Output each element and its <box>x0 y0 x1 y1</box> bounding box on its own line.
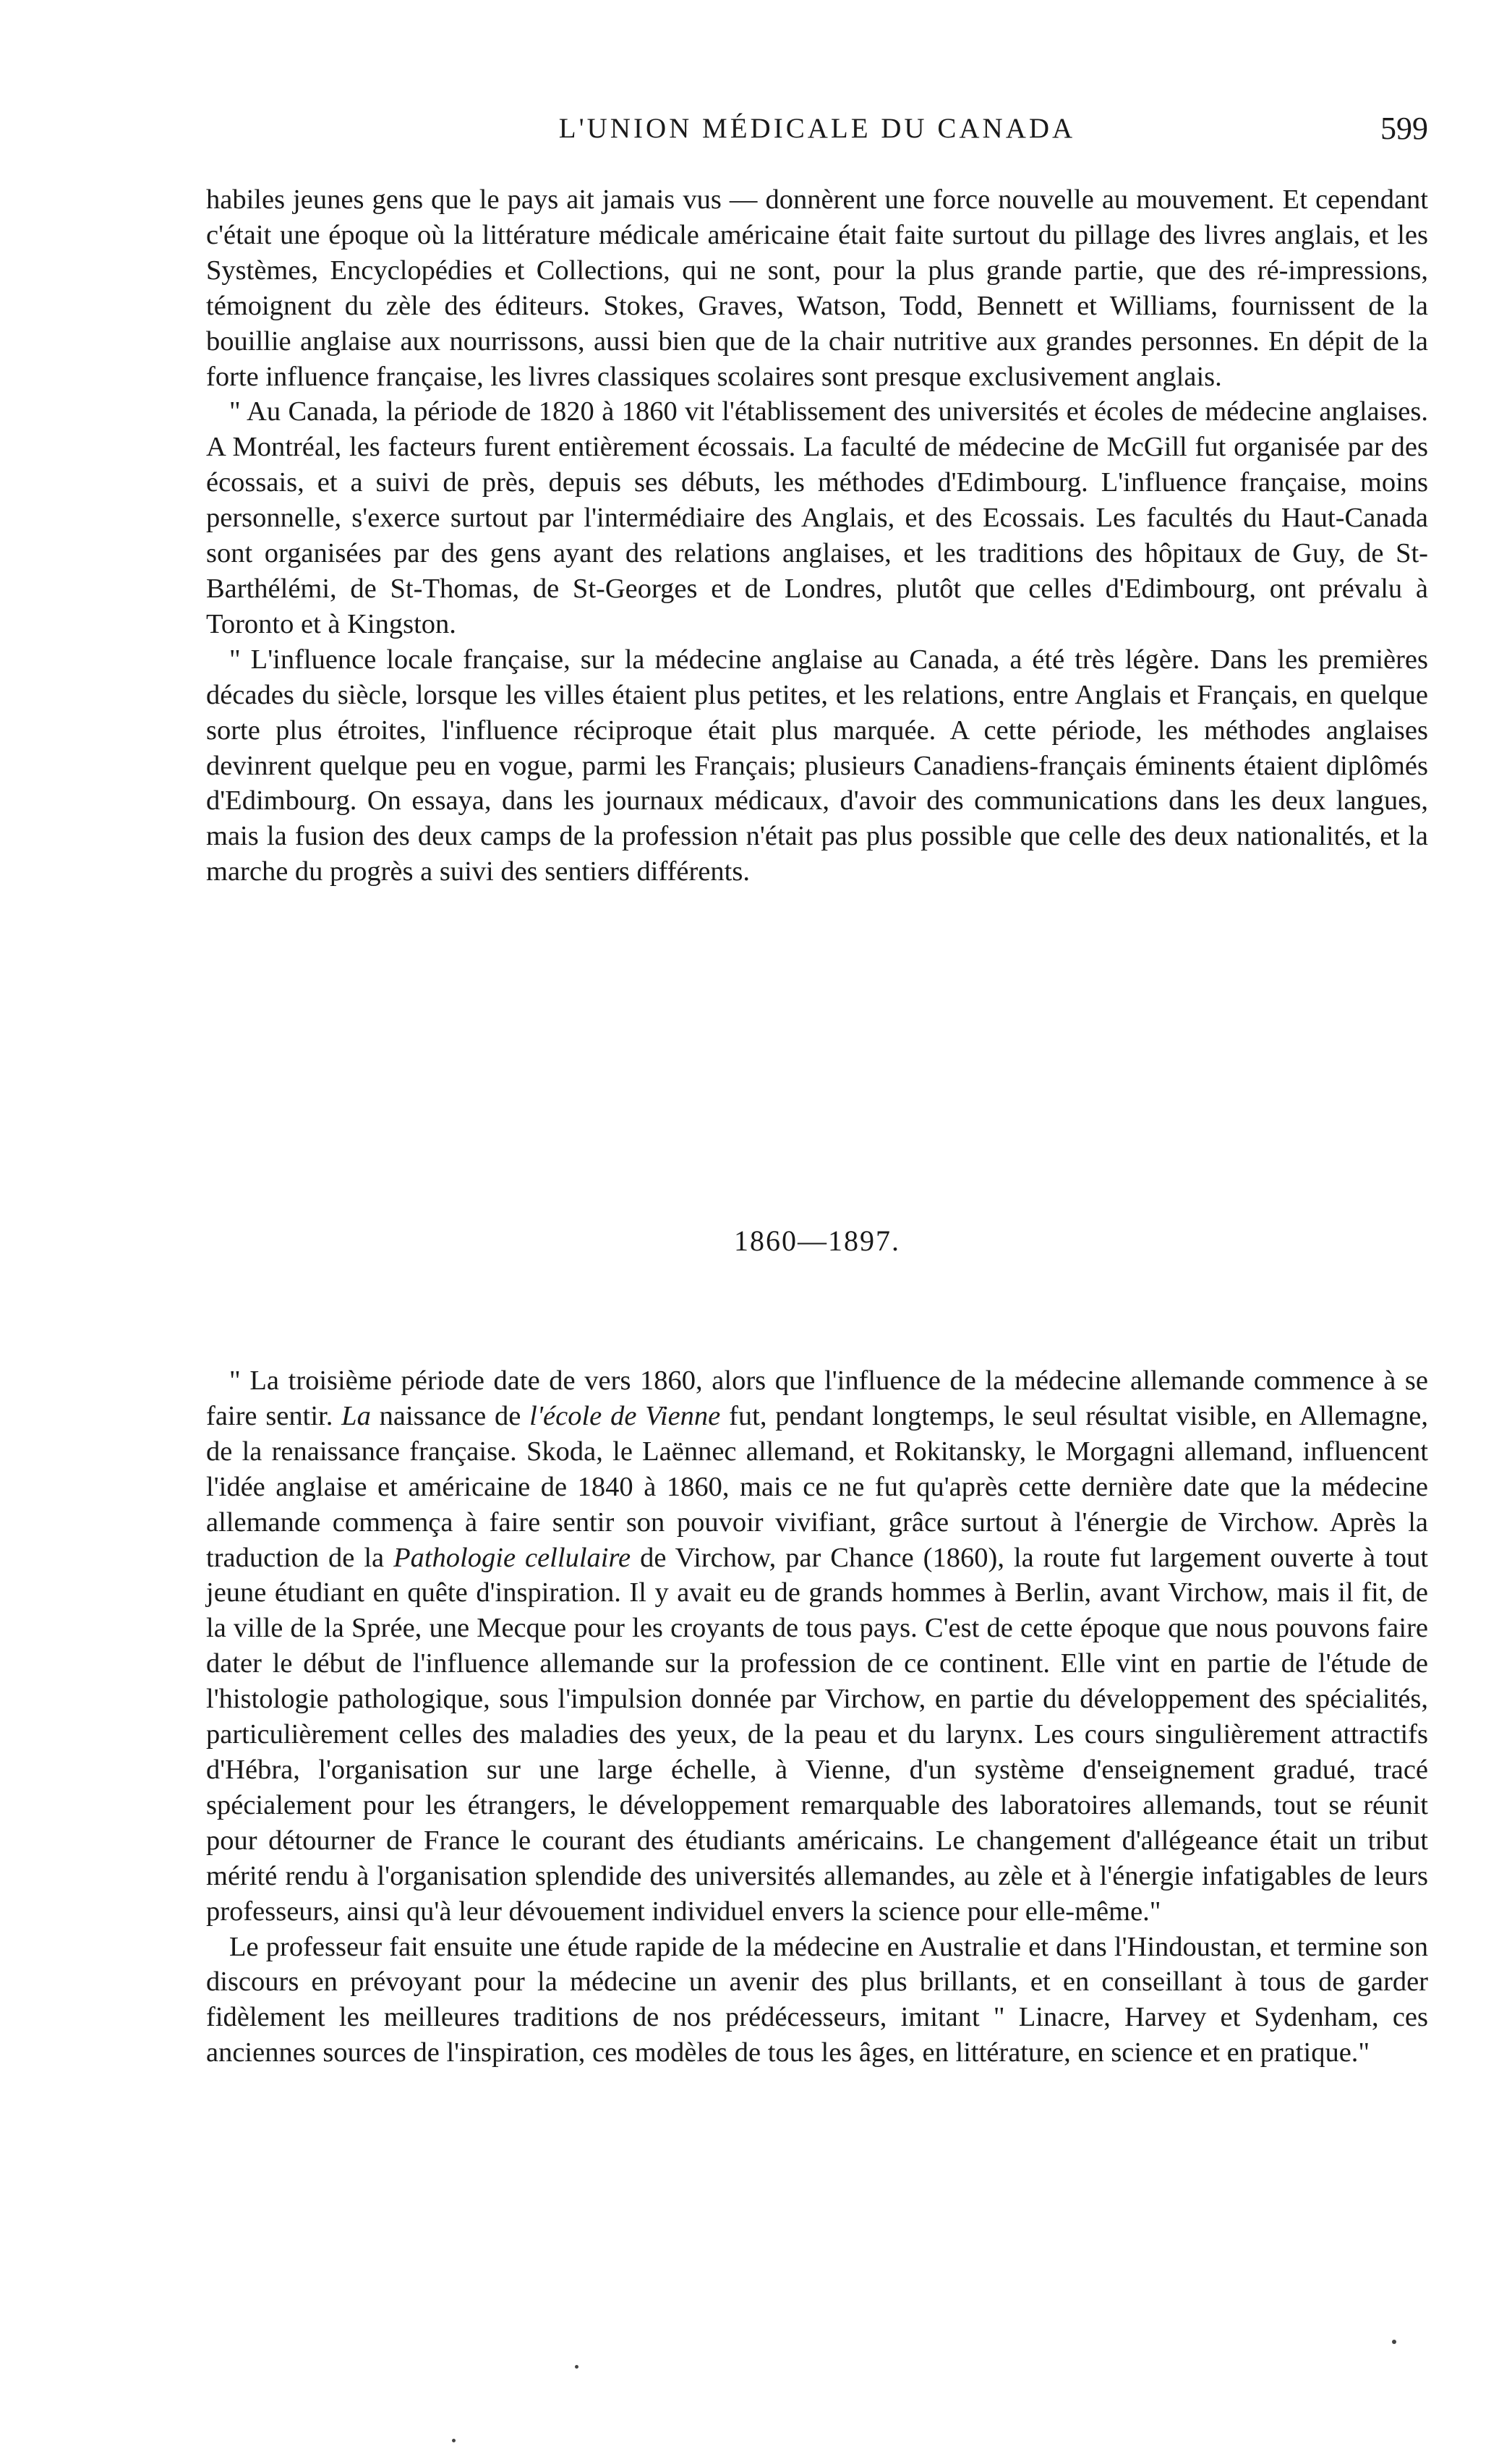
print-speck <box>575 2365 578 2369</box>
print-speck <box>452 2439 456 2442</box>
paragraph-3: " L'influence locale française, sur la médecine anglaise au Canada, a été très légère. Dans les premières décades du siècle, lorsque les villes étaient plus petites, et les relations, entre Anglais et Français, en quelque sorte plus étroites, l'influence réciproque était plus marquée. A cette période, les méthodes anglaises devinrent quelque peu en vogue, parmi les Français; plusieurs Canadiens-français éminents étaient diplômés d'Edimbourg. On essaya, dans les journaux médicaux, d'avoir des communications dans les deux langues, mais la fusion des deux camps de la profession n'était pas plus possible que celle des deux nationalités, et la marche du progrès a suivi des sentiers différents. <box>206 644 1428 887</box>
text-block-top <box>206 182 1428 890</box>
page-number: 599 <box>1380 111 1428 146</box>
paragraph-4 <box>206 1363 1428 1930</box>
paragraph-4-text-a: " La troisième période date de vers 1860, alors que l'influence de la médecine allemande commence à se faire sentir. <box>206 1365 1428 1431</box>
print-speck <box>1392 2340 1396 2344</box>
paragraph-4-italic-a: La <box>341 1400 371 1431</box>
paragraph-4-text-d: de Virchow, par Chance (1860), la route fut largement ouverte à tout jeune étudiant en quête d'inspiration. Il y avait eu de grands hommes à Berlin, avant Virchow, mais il fit, de la ville de la Sprée, une Mecque pour les croyants de tous pays. C'est de cette époque que nous pouvons faire dater le début de l'influence allemande sur la profession de ce continent. Elle vint en partie de l'étude de l'histologie pathologique, sous l'impulsion donnée par Virchow, en partie du développement des spécialités, particulièrement celles des maladies des yeux, de la peau et du larynx. Les cours singulièrement attractifs d'Hébra, l'organisation sur une large échelle, à Vienne, d'un système d'enseignement gradué, tracé spécialement pour les étrangers, le développement remarquable des laboratoires allemands, tout se réunit pour détourner de France le courant des étudiants américains. Le changement d'allégeance était un tribut mérité rendu à l'organisation splendide des universités allemandes, au zèle et à l'énergie infatigables de leurs professeurs, ainsi qu'à leur dévouement individuel envers la science pour elle-même." <box>206 1542 1428 1927</box>
journal-title: L'UNION MÉDICALE DU CANADA <box>558 113 1076 144</box>
paragraph-2: " Au Canada, la période de 1820 à 1860 vit l'établissement des universités et écoles de médecine anglaises. A Montréal, les facteurs furent entièrement écossais. La faculté de médecine de McGill fut organisée par des écossais, et a suivi de près, depuis ses débuts, les méthodes d'Edimbourg. L'influence française, moins personnelle, s'exerce surtout par l'intermédiaire des Anglais, et des Ecossais. Les facultés du Haut-Canada sont organisées par des gens ayant des relations anglaises, et les traditions des hôpitaux de Guy, de St-Barthélémi, de St-Thomas, de St-Georges et de Londres, plutôt que celles d'Edimbourg, ont prévalu à Toronto et à Kingston. <box>206 396 1428 639</box>
paragraph-4-text-b: naissance de <box>370 1400 530 1431</box>
paragraph-4-text-c: fut, pendant longtemps, le seul résultat visible, en Allemagne, de la renaissance française. Skoda, le Laënnec allemand, et Rokitansky, le Morgagni allemand, influencent l'idée anglaise et américaine de 1840 à 1860, mais ce ne fut qu'après cette dernière date que la médecine allemande commença à faire sentir son pouvoir vivifiant, grâce surtout à l'énergie de Virchow. Après la traduction de la <box>206 1400 1428 1573</box>
paragraph-1: habiles jeunes gens que le pays ait jamais vus — donnèrent une force nouvelle au mouvement. Et cependant c'était une époque où la littérature médicale américaine était faite surtout du pillage des livres anglais, et les Systèmes, Encyclopédies et Collections, qui ne sont, pour la plus grande partie, que des ré-impressions, témoignent du zèle des éditeurs. Stokes, Graves, Watson, Todd, Bennett et Williams, fournissent de la bouillie anglaise aux nourrissons, aussi bien que de la chair nutritive aux grandes personnes. En dépit de la forte influence française, les livres classiques scolaires sont presque exclusivement anglais. <box>206 184 1428 392</box>
running-head <box>206 107 1428 150</box>
paragraph-4-italic-b: l'école de Vienne <box>529 1400 721 1431</box>
paragraph-4-italic-c: Pathologie cellulaire <box>393 1542 631 1573</box>
paragraph-5: Le professeur fait ensuite une étude rapide de la médecine en Australie et dans l'Hindoustan, et termine son discours en prévoyant pour la médecine un avenir des plus brillants, et en conseillant à tous de garder fidèlement les meilleures traditions de nos prédécesseurs, imitant " Linacre, Harvey et Sydenham, ces anciennes sources de l'inspiration, ces modèles de tous les âges, en littérature, en science et en pratique." <box>206 1931 1428 2068</box>
text-block-bottom <box>206 1363 1428 2071</box>
section-heading: 1860—1897. <box>734 1224 900 1257</box>
